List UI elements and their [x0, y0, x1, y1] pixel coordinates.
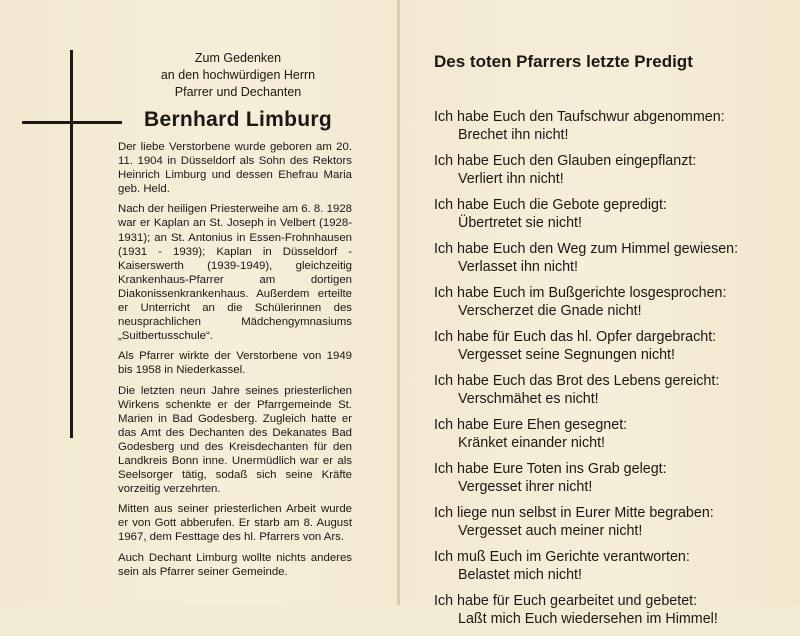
stanza-line-1: Ich liege nun selbst in Eurer Mitte begraben:	[434, 505, 714, 521]
stanza-line-1: Ich habe Eure Ehen gesegnet:	[434, 417, 628, 433]
stanza	[434, 328, 779, 364]
stanza	[434, 548, 779, 584]
bio-paragraph-5: Mitten aus seiner priesterlichen Arbeit wurde er von Gott abberufen. Er starb am 8. August 1967, dem Festtage des hl. Pfarrers von Ars.	[118, 503, 352, 544]
stanza-line-2: Verlasset ihn nicht!	[458, 259, 579, 275]
sermon-title: Des toten Pfarrers letzte Predigt	[434, 52, 693, 71]
header-line-2: an den hochwürdigen Herrn	[160, 68, 316, 82]
stanza-line-2: Laßt mich Euch wiedersehen im Himmel!	[458, 611, 718, 627]
bio-paragraph-3: Als Pfarrer wirkte der Verstorbene von 1949 bis 1958 in Niederkassel.	[118, 350, 352, 377]
stanza-line-1: Ich habe für Euch das hl. Opfer dargebracht:	[434, 329, 717, 345]
cross-vertical-bar	[70, 50, 73, 438]
sermon-text	[434, 108, 779, 636]
header-line-3: Pfarrer und Dechanten	[174, 85, 302, 99]
stanza	[434, 196, 779, 232]
stanza-line-1: Ich habe Euch den Weg zum Himmel gewiesen:	[434, 241, 739, 257]
stanza	[434, 240, 779, 276]
stanza-line-1: Ich habe Euch die Gebote gepredigt:	[434, 197, 667, 213]
stanza-line-2: Verschmähet es nicht!	[458, 391, 599, 407]
memorial-header	[140, 50, 336, 101]
stanza	[434, 592, 779, 628]
left-page	[0, 0, 398, 605]
stanza-line-2: Vergesset auch meiner nicht!	[458, 523, 643, 539]
bio-paragraph-2: Nach der heiligen Priesterweihe am 6. 8. 1928 war er Kaplan an St. Joseph in Velbert (1928-1931); an St. Antonius in Essen-Frohnhausen (1931 - 1939); Kaplan in Düsseldorf - Kaiserswerth (1939-1949), gleichzeitig Krankenhaus-Pfarrer am dortigen Diakonissenkrankenhaus. Außerdem erteilte er Unterricht an die Schülerinnen des neusprachlichen Mädchengymnasiums „Suitbertusschule“.	[118, 203, 352, 343]
stanza	[434, 284, 779, 320]
stanza-line-1: Ich muß Euch im Gerichte verantworten:	[434, 549, 690, 565]
deceased-name: Bernhard Limburg	[144, 108, 332, 131]
stanza-line-1: Ich habe Euch im Bußgerichte losgesprochen:	[434, 285, 727, 301]
bio-paragraph-4: Die letzten neun Jahre seines priesterlichen Wirkens schenkte er der Pfarrgemeinde St. Marien in Bad Godesberg. Zugleich hatte er das Amt des Dechanten des Dekanates Bad Godesberg und des Kreisdechanten für den Landkreis Bonn inne. Unermüdlich war er als Seelsorger tätig, sodaß sich seine Kräfte vorzeitig verzehrten.	[118, 384, 352, 496]
stanza-line-2: Verscherzet die Gnade nicht!	[458, 303, 642, 319]
stanza-line-2: Belastet mich nicht!	[458, 567, 582, 583]
stanza-line-2: Übertretet sie nicht!	[458, 215, 582, 231]
stanza-line-1: Ich habe Euch den Glauben eingepflanzt:	[434, 153, 697, 169]
biography	[118, 140, 352, 585]
stanza	[434, 152, 779, 188]
stanza-line-2: Vergesset ihrer nicht!	[458, 479, 593, 495]
stanza-line-2: Brechet ihn nicht!	[458, 127, 569, 143]
bio-paragraph-1: Der liebe Verstorbene wurde geboren am 20. 11. 1904 in Düsseldorf als Sohn des Rektors Heinrich Limburg und dessen Ehefrau Maria geb. Held.	[118, 141, 352, 196]
header-line-1: Zum Gedenken	[194, 51, 282, 65]
stanza	[434, 460, 779, 496]
stanza	[434, 416, 779, 452]
stanza	[434, 504, 779, 540]
bio-paragraph-6: Auch Dechant Limburg wollte nichts anderes sein als Pfarrer seiner Gemeinde.	[118, 551, 352, 578]
stanza-line-1: Ich habe Euch den Taufschwur abgenommen:	[434, 109, 725, 125]
stanza-line-2: Vergesset seine Segnungen nicht!	[458, 347, 675, 363]
stanza-line-1: Ich habe für Euch gearbeitet und gebetet:	[434, 593, 698, 609]
stanza	[434, 108, 779, 144]
stanza	[434, 372, 779, 408]
stanza-line-2: Kränket einander nicht!	[458, 435, 606, 451]
stanza-line-2: Verliert ihn nicht!	[458, 171, 564, 187]
stanza-line-1: Ich habe Euch das Brot des Lebens gereicht:	[434, 373, 720, 389]
cross-horizontal-bar	[22, 121, 122, 124]
stanza-line-1: Ich habe Eure Toten ins Grab gelegt:	[434, 461, 667, 477]
